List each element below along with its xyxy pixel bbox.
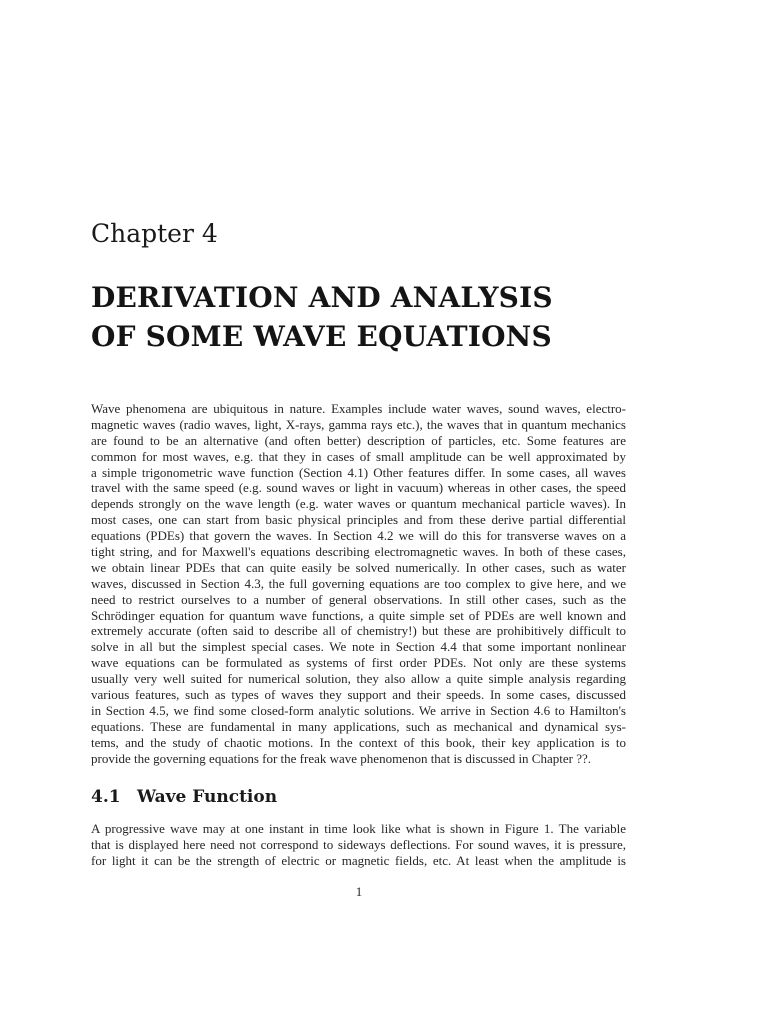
paragraph-line: Schrödinger equation for quantum wave functions, a quite simple set of PDEs are well known and: [91, 607, 626, 623]
paragraph-line: solve in all but the simplest special cases. We note in Section 4.4 that some important nonlinear: [91, 639, 626, 655]
section-paragraph: [91, 821, 626, 869]
paragraph-line: various features, such as types of waves they support and their speeds. In some cases, discussed: [91, 687, 626, 703]
paragraph-line: usually very well suited for numerical solution, they also allow a quite simple analysis regarding: [91, 671, 626, 687]
paragraph-line: travel with the same speed (e.g. sound waves or light in vacuum) whereas in other cases, the speed: [91, 480, 626, 496]
paragraph-line: for light it can be the strength of electric or magnetic fields, etc. At least when the amplitude is: [91, 852, 626, 868]
paragraph-line: most cases, one can start from basic physical principles and from these derive partial differential: [91, 512, 626, 528]
paragraph-line: a simple trigonometric wave function (Section 4.1) Other features differ. In some cases, all waves: [91, 464, 626, 480]
paragraph-line: waves, discussed in Section 4.3, the full governing equations are too complex to give here, and we: [91, 575, 626, 591]
paragraph-line: magnetic waves (radio waves, light, X-rays, gamma rays etc.), the waves that in quantum mechanics: [91, 416, 626, 432]
paragraph-line: Wave phenomena are ubiquitous in nature. Examples include water waves, sound waves, electro-: [91, 401, 626, 416]
paragraph-line: we obtain linear PDEs that can quite easily be solved numerically. In other cases, such as water: [91, 559, 626, 575]
paragraph-line: in Section 4.5, we find some closed-form analytic solutions. We arrive in Section 4.6 to Hamilton's: [91, 702, 626, 718]
paragraph-line: tems, and the study of chaotic motions. In the context of this book, their key application is to: [91, 734, 626, 750]
paragraph-line: wave equations can be formulated as systems of first order PDEs. Not only are these systems: [91, 655, 626, 671]
section-number: 4.1: [91, 787, 121, 807]
paragraph-line: provide the governing equations for the freak wave phenomenon that is discussed in Chapter ??.: [91, 750, 591, 766]
chapter-title-line: DERIVATION AND ANALYSIS: [91, 281, 553, 314]
paragraph-line: that is displayed here need not correspond to sideways deflections. For sound waves, it is pressure,: [91, 836, 626, 852]
paragraph-line: equations (PDEs) that govern the waves. In Section 4.2 we will do this for transverse waves on a: [91, 528, 626, 544]
paragraph-line: need to restrict ourselves to a number of general observations. In still other cases, such as the: [91, 591, 626, 607]
section-heading: [91, 786, 277, 808]
chapter-title-line: OF SOME WAVE EQUATIONS: [91, 320, 552, 353]
paragraph-line: are found to be an alternative (and often better) description of particles, etc. Some features are: [91, 432, 626, 448]
paragraph-line: equations. These are fundamental in many applications, such as mechanical and dynamical sys-: [91, 718, 626, 734]
paragraph-line: A progressive wave may at one instant in time look like what is shown in Figure 1. The variable: [91, 821, 626, 836]
page-number: 1: [355, 884, 363, 899]
paragraph-line: tight string, and for Maxwell's equations describing electromagnetic waves. In both of these cases,: [91, 544, 626, 560]
paragraph-line: common for most waves, e.g. that they in cases of small amplitude can be well approximated by: [91, 448, 626, 464]
intro-paragraph: [91, 401, 626, 766]
section-title: Wave Function: [137, 787, 278, 807]
paragraph-line: depends strongly on the wave length (e.g. water waves or quantum mechanical particle waves). In: [91, 496, 626, 512]
paragraph-line: extremely accurate (often said to describe all of chemistry!) but these are prohibitively difficult to: [91, 623, 626, 639]
chapter-label: Chapter 4: [91, 219, 218, 248]
chapter-title: [91, 278, 651, 356]
